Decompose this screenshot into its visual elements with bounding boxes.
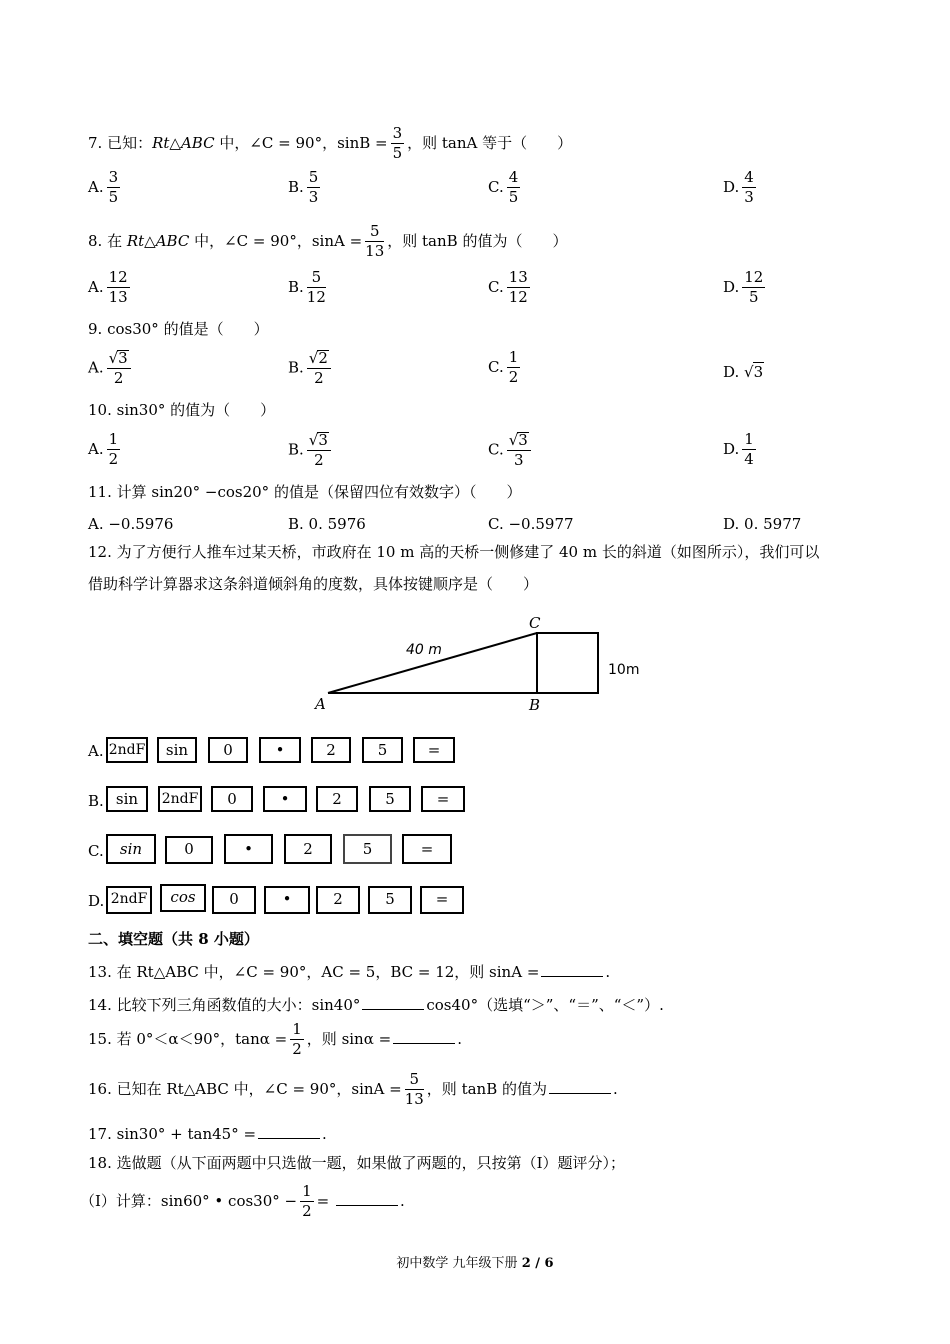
option-a[interactable]: A. $\frac{√3}{2}$ (88, 350, 134, 387)
option-b[interactable]: B. 0. 5976 (288, 515, 366, 533)
key-5[interactable]: 5 (362, 737, 403, 763)
option-a[interactable]: A. $\frac{1}{2}$ (88, 430, 119, 468)
key-equals[interactable]: = (421, 786, 465, 812)
key-0[interactable]: 0 (165, 836, 213, 864)
height-label: 10m (608, 662, 640, 678)
key-sin[interactable]: sin (106, 786, 148, 812)
question-15: 15. 若 0°＜α＜90°，tanα = $\frac{1}{2}$ ，则 sinα = . (88, 1020, 462, 1058)
answer-blank[interactable] (549, 1081, 611, 1094)
question-8: 8. 在 Rt△ABC 中，∠C = 90°，sinA = $\frac{5}{13}$ ，则 tanB 的值为（ ） (88, 222, 568, 260)
option-b[interactable]: B. $\frac{5}{12}$ (288, 268, 326, 306)
key-5[interactable]: 5 (368, 886, 412, 914)
option-a[interactable]: A. (88, 742, 104, 760)
option-c[interactable]: C. $\frac{√3}{3}$ (488, 432, 534, 469)
page-footer: 初中数学 九年级下册 2 / 6 (396, 1256, 554, 1271)
question-17: 17. sin30° + tan45° = . (88, 1125, 327, 1143)
question-9: 9. cos30° 的值是（ ） (88, 320, 269, 338)
key-dot[interactable]: • (224, 834, 273, 864)
option-b[interactable]: B. $\frac{√3}{2}$ (288, 432, 334, 469)
fraction: $\frac{3}{5}$ (392, 124, 403, 162)
option-d[interactable]: D. (88, 892, 105, 910)
question-7: 7. 已知：Rt△ABC 中，∠C = 90°，sinB = $\frac{3}{5}$ ，则 tanA 等于（ ） (88, 124, 573, 162)
key-cos[interactable]: cos (160, 884, 206, 912)
option-b[interactable]: B. (88, 792, 104, 810)
key-2[interactable]: 2 (316, 786, 358, 812)
key-2ndf[interactable]: 2ndF (106, 886, 152, 914)
question-11: 11. 计算 sin20° −cos20° 的值是（保留四位有效数字）（ ） (88, 483, 522, 501)
key-0[interactable]: 0 (211, 786, 253, 812)
key-2ndf[interactable]: 2ndF (158, 786, 202, 812)
answer-blank[interactable] (393, 1031, 455, 1044)
option-d[interactable]: D. √3 (723, 363, 764, 381)
answer-blank[interactable] (336, 1193, 398, 1206)
key-5[interactable]: 5 (369, 786, 411, 812)
key-equals[interactable]: = (413, 737, 455, 763)
key-0[interactable]: 0 (212, 886, 256, 914)
option-d[interactable]: D. $\frac{1}{4}$ (723, 430, 754, 468)
option-d[interactable]: D. $\frac{4}{3}$ (723, 168, 754, 206)
question-13: 13. 在 Rt△ABC 中，∠C = 90°，AC = 5，BC = 12，则 sinA = . (88, 963, 611, 981)
option-c[interactable]: C. $\frac{13}{12}$ (488, 268, 528, 306)
point-b: B (529, 696, 541, 714)
option-c[interactable]: C. $\frac{1}{2}$ (488, 348, 519, 386)
question-18-line1: 18. 选做题（从下面两题中只选做一题，如果做了两题的，只按第（Ⅰ）题评分）； (88, 1154, 626, 1172)
key-0[interactable]: 0 (208, 737, 248, 763)
key-2ndf[interactable]: 2ndF (106, 737, 148, 763)
key-2[interactable]: 2 (284, 834, 332, 864)
question-14: 14. 比较下列三角函数值的大小：sin40° cos40°（选填“＞”、“＝”、“＜”）. (88, 996, 664, 1014)
option-b[interactable]: B. $\frac{√2}{2}$ (288, 350, 334, 387)
point-a: A (315, 695, 326, 713)
question-18-part1: （Ⅰ）计算：sin60° • cos30° − $\frac{1}{2}$ = . (80, 1182, 405, 1220)
option-b[interactable]: B. $\frac{5}{3}$ (288, 168, 319, 206)
hyp-label: 40 m (406, 642, 442, 658)
key-5[interactable]: 5 (343, 834, 392, 864)
option-d[interactable]: D. $\frac{12}{5}$ (723, 268, 764, 306)
option-d[interactable]: D. 0. 5977 (723, 515, 802, 533)
key-dot[interactable]: • (259, 737, 301, 763)
section-title: 二、填空题（共 8 小题） (88, 930, 259, 948)
key-dot[interactable]: • (263, 786, 307, 812)
page-number: 2 / 6 (521, 1256, 554, 1271)
option-c[interactable]: C. −0.5977 (488, 515, 574, 533)
option-a[interactable]: A. −0.5976 (88, 515, 174, 533)
question-12-line1: 12. 为了方便行人推车过某天桥，市政府在 10 m 高的天桥一侧修建了 40 m 长的斜道（如图所示），我们可以 (88, 543, 820, 561)
key-sin[interactable]: sin (106, 834, 156, 864)
point-c: C (529, 614, 541, 632)
key-equals[interactable]: = (402, 834, 452, 864)
option-c[interactable]: C. $\frac{4}{5}$ (488, 168, 519, 206)
option-a[interactable]: A. $\frac{3}{5}$ (88, 168, 119, 206)
answer-blank[interactable] (541, 964, 603, 977)
key-2[interactable]: 2 (311, 737, 351, 763)
key-dot[interactable]: • (264, 886, 310, 914)
answer-blank[interactable] (362, 997, 424, 1010)
question-12-line2: 借助科学计算器求这条斜道倾斜角的度数，具体按键顺序是（ ） (88, 575, 539, 593)
key-2[interactable]: 2 (316, 886, 360, 914)
ramp-figure (300, 610, 660, 718)
question-10: 10. sin30° 的值为（ ） (88, 401, 276, 419)
option-c[interactable]: C. (88, 842, 104, 860)
answer-blank[interactable] (258, 1126, 320, 1139)
key-equals[interactable]: = (420, 886, 464, 914)
key-sin[interactable]: sin (157, 737, 197, 763)
option-a[interactable]: A. $\frac{12}{13}$ (88, 268, 128, 306)
question-16: 16. 已知在 Rt△ABC 中，∠C = 90°，sinA = $\frac{5}{13}$ ，则 tanB 的值为 . (88, 1070, 618, 1108)
